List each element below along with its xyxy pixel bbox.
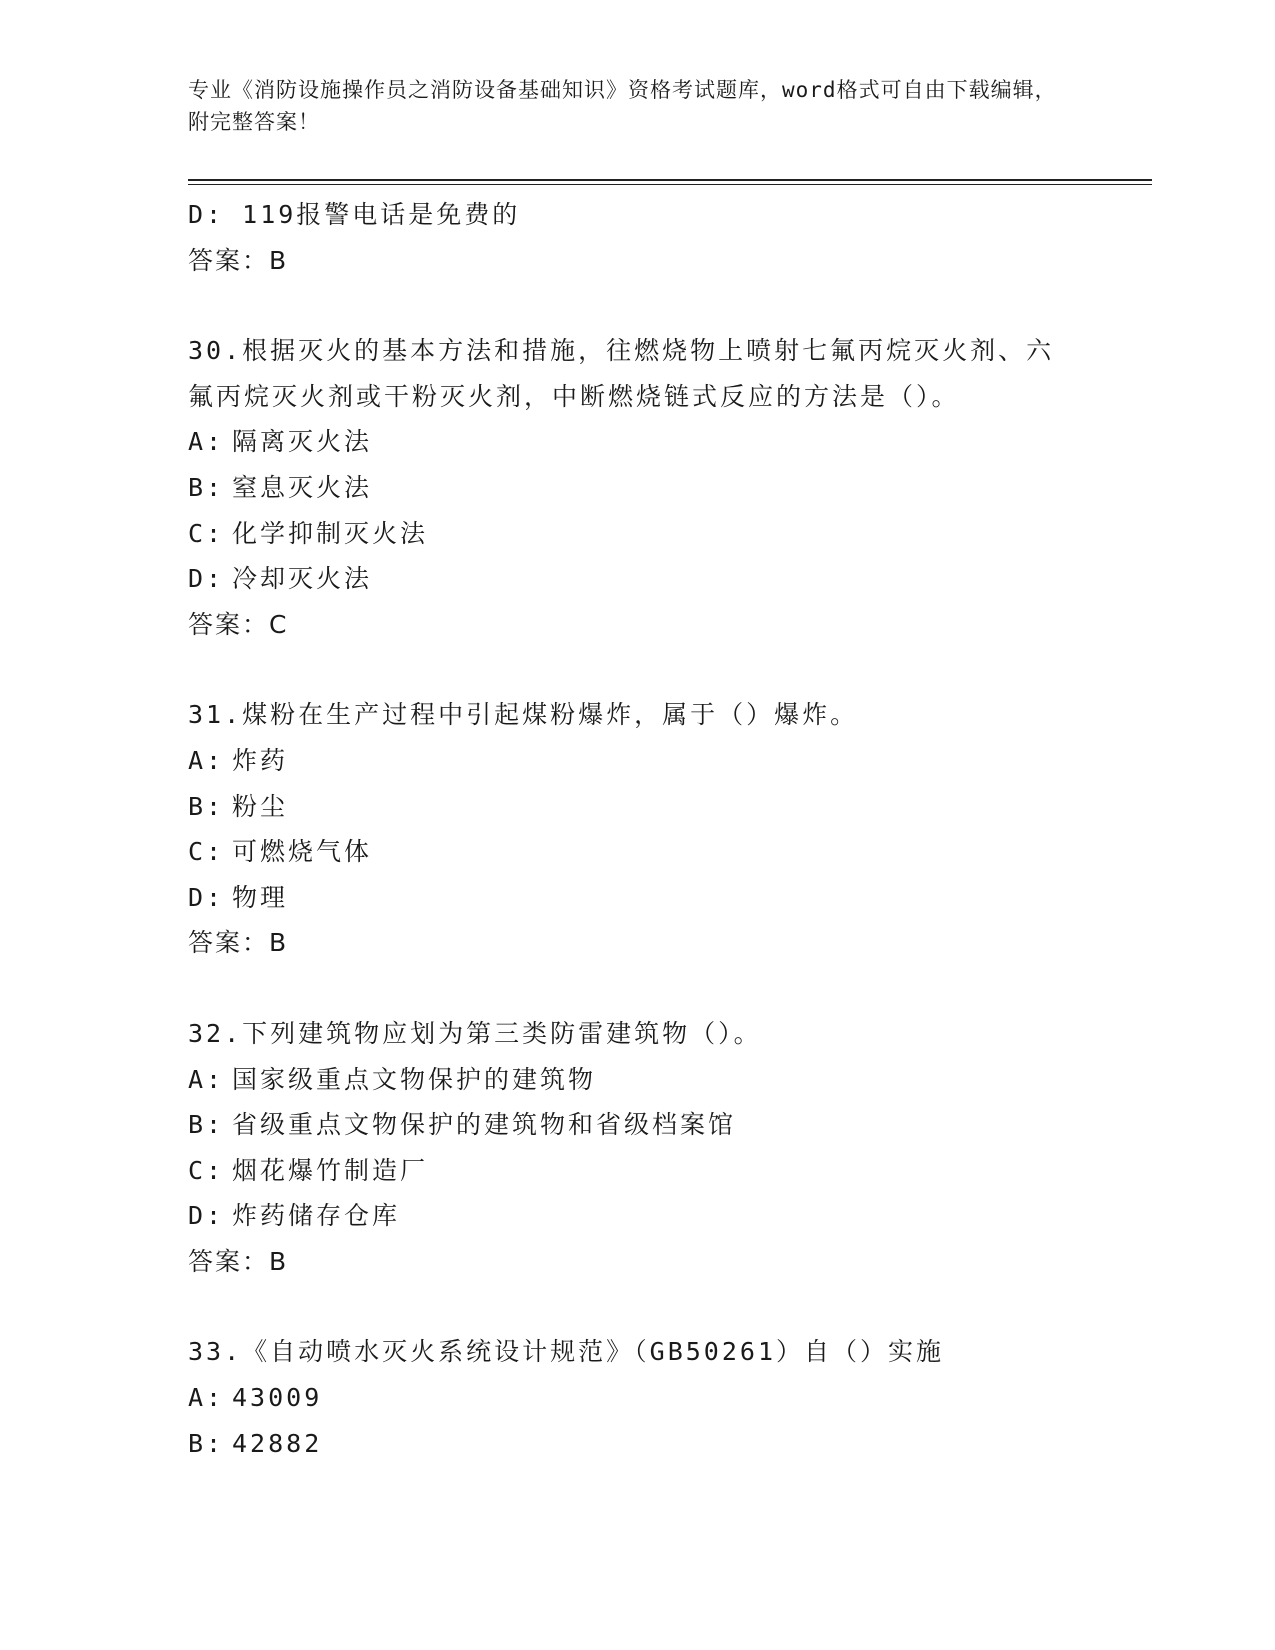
option-text: 43009 [232, 1383, 323, 1413]
document-header: 专业《消防设施操作员之消防设备基础知识》资格考试题库，word格式可自由下载编辑，附完整答案！ [188, 78, 1057, 134]
option-b [188, 784, 1088, 830]
carryover-option-d: D: 119报警电话是免费的 [188, 200, 521, 229]
option-text: 国家级重点文物保护的建筑物 [232, 1064, 597, 1094]
option-b [188, 1421, 1088, 1467]
option-text: 窒息灭火法 [232, 472, 373, 502]
option-label: A: [188, 427, 225, 457]
option-a [188, 1057, 1088, 1103]
option-label: D: [188, 882, 225, 912]
option-text: 化学抑制灭火法 [232, 518, 429, 548]
option-c [188, 1148, 1088, 1194]
header-divider-thin [188, 184, 1152, 185]
option-text: 炸药储存仓库 [232, 1201, 401, 1231]
option-a [188, 419, 1088, 465]
option-label: A: [188, 1383, 225, 1413]
option-c [188, 511, 1088, 557]
option-label: A: [188, 1064, 225, 1094]
option-label: A: [188, 745, 225, 775]
option-label: B: [188, 472, 225, 502]
option-label: B: [188, 1428, 225, 1458]
option-text: 冷却灭火法 [232, 564, 373, 594]
option-b [188, 1102, 1088, 1148]
question-block [188, 692, 1088, 966]
question-text: 32.下列建筑物应划为第三类防雷建筑物（）。 [188, 1018, 762, 1048]
question-text: 33.《自动喷水灭火系统设计规范》（GB50261）自（）实施 [188, 1337, 945, 1367]
option-a [188, 1375, 1088, 1421]
option-a [188, 738, 1088, 784]
question-text: 30.根据灭火的基本方法和措施，往燃烧物上喷射七氟丙烷灭火剂、六氟丙烷灭火剂或干粉灭火剂，中断燃烧链式反应的方法是（）。 [188, 336, 1055, 411]
option-text: 42882 [232, 1428, 323, 1458]
option-d [188, 1193, 1088, 1239]
option-d [188, 556, 1088, 602]
option-text: 隔离灭火法 [232, 427, 373, 457]
question-block [188, 1329, 1088, 1466]
answer-line: 答案：B [188, 928, 289, 958]
option-text: 烟花爆竹制造厂 [232, 1155, 429, 1185]
option-label: B: [188, 791, 225, 821]
option-d [188, 875, 1088, 921]
question-content [188, 192, 1088, 1466]
option-label: C: [188, 1155, 225, 1185]
option-text: 粉尘 [232, 791, 289, 821]
header-divider-thick [188, 179, 1152, 181]
option-b [188, 465, 1088, 511]
question-text: 31.煤粉在生产过程中引起煤粉爆炸，属于（）爆炸。 [188, 700, 859, 730]
option-text: 炸药 [232, 745, 289, 775]
option-text: 省级重点文物保护的建筑物和省级档案馆 [232, 1110, 737, 1140]
option-label: C: [188, 837, 225, 867]
question-block [188, 1011, 1088, 1285]
carryover-answer: 答案：B [188, 245, 289, 275]
option-c [188, 829, 1088, 875]
answer-line: 答案：C [188, 609, 289, 639]
option-label: D: [188, 564, 225, 594]
option-label: C: [188, 518, 225, 548]
answer-line: 答案：B [188, 1246, 289, 1276]
option-label: D: [188, 1201, 225, 1231]
option-text: 物理 [232, 882, 289, 912]
option-label: B: [188, 1110, 225, 1140]
option-text: 可燃烧气体 [232, 837, 373, 867]
question-block [188, 328, 1088, 647]
